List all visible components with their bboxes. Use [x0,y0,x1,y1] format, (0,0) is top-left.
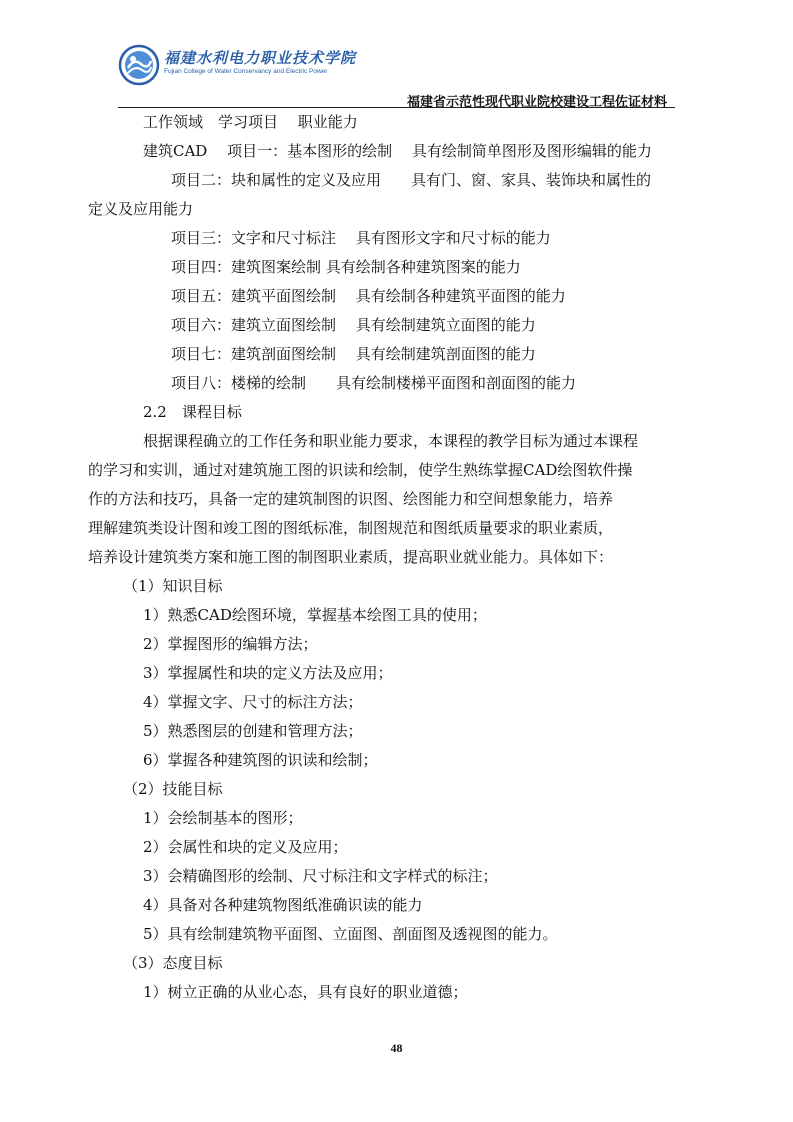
subsection-heading: （2）技能目标 [123,780,223,798]
logo-chinese-name: 福建水利电力职业技术学院 [164,49,357,67]
list-item: 4）掌握文字、尺寸的标注方法； [143,693,363,711]
text-line: 定义及应用能力 [88,200,194,218]
subsection-heading: （3）态度目标 [123,954,223,972]
college-emblem-icon [118,44,160,86]
text-line: 的学习和实训，通过对建筑施工图的识读和绘制，使学生熟练掌握CAD绘图软件操 [88,461,633,479]
header-title: 福建省示范性现代职业院校建设工程佐证材料 [406,95,667,110]
text-line: 作的方法和技巧，具备一定的建筑制图的识图、绘图能力和空间想象能力，培养 [88,490,614,508]
text-line: 项目三：文字和尺寸标注 具有图形文字和尺寸标的能力 [171,229,551,247]
list-item: 5）熟悉图层的创建和管理方法； [143,722,363,740]
text-line: 项目二：块和属性的定义及应用 具有门、窗、家具、装饰块和属性的 [171,171,652,189]
page-header [0,0,793,110]
subsection-heading: （1）知识目标 [123,577,223,595]
list-item: 5）具有绘制建筑物平面图、立面图、剖面图及透视图的能力。 [143,925,558,943]
text-line: 项目七：建筑剖面图绘制 具有绘制建筑剖面图的能力 [171,345,536,363]
list-item: 2）掌握图形的编辑方法； [143,635,318,653]
list-item: 3）掌握属性和块的定义方法及应用； [143,664,393,682]
text-line: 根据课程确立的工作任务和职业能力要求，本课程的教学目标为通过本课程 [143,432,639,450]
text-line: 项目五：建筑平面图绘制 具有绘制各种建筑平面图的能力 [171,287,566,305]
page-number: 48 [390,1041,403,1055]
text-line: 工作领域 学习项目 职业能力 [143,113,358,131]
list-item: 6）掌握各种建筑图的识读和绘制； [143,751,378,769]
list-item: 1）会绘制基本的图形； [143,809,303,827]
text-line: 项目四：建筑图案绘制 具有绘制各种建筑图案的能力 [171,258,521,276]
text-line: 理解建筑类设计图和竣工图的图纸标准，制图规范和图纸质量要求的职业素质， [88,519,614,537]
list-item: 2）会属性和块的定义及应用； [143,838,348,856]
section-heading: 2.2 课程目标 [143,403,242,421]
text-line: 建筑CAD 项目一：基本图形的绘制 具有绘制简单图形及图形编辑的能力 [143,142,652,160]
list-item: 1）熟悉CAD绘图环境，掌握基本绘图工具的使用； [143,606,487,624]
list-item: 3）会精确图形的绘制、尺寸标注和文字样式的标注； [143,867,498,885]
text-line: 培养设计建筑类方案和施工图的制图职业素质，提高职业就业能力。具体如下： [88,548,614,566]
header-divider [118,107,675,108]
college-logo [118,44,357,88]
text-line: 项目八：楼梯的绘制 具有绘制楼梯平面图和剖面图的能力 [171,374,577,392]
list-item: 4）具备对各种建筑物图纸准确识读的能力 [143,896,423,914]
logo-english-name: Fujian College of Water Conservancy and Electric Power [164,68,328,75]
list-item: 1）树立正确的从业心态，具有良好的职业道德； [143,983,468,1001]
text-line: 项目六：建筑立面图绘制 具有绘制建筑立面图的能力 [171,316,536,334]
